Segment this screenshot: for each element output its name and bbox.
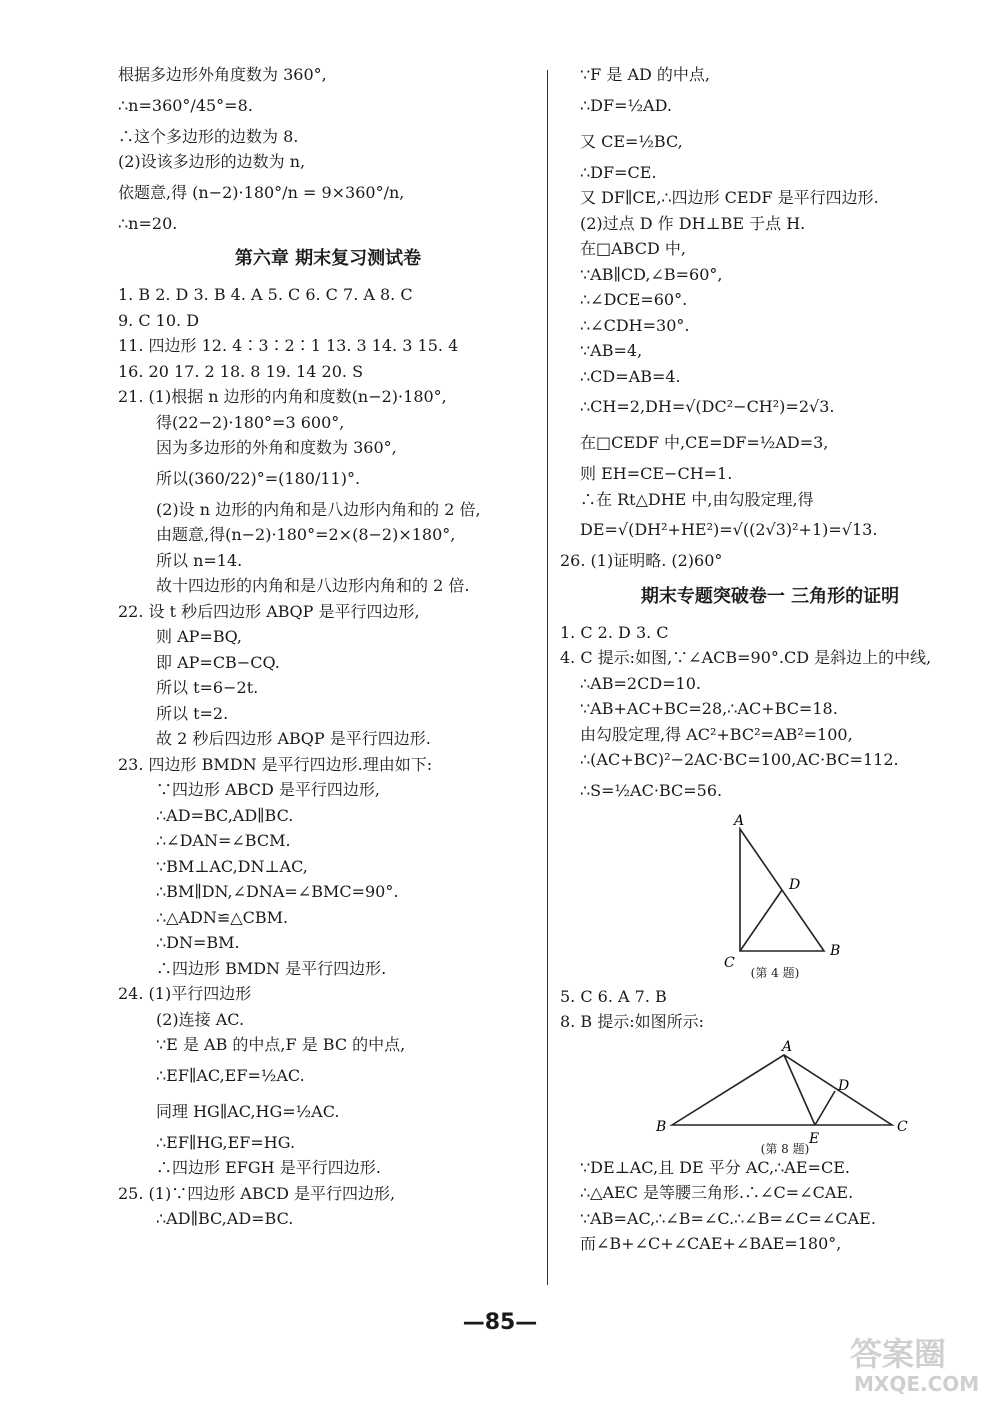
right-column bbox=[560, 62, 980, 1257]
watermark-text: 答案圈 bbox=[850, 1335, 947, 1373]
text-line: ∴n=20. bbox=[118, 213, 178, 233]
text-line: (2)过点 D 作 DH⊥BE 于点 H. bbox=[580, 213, 806, 233]
text-line: 24. (1)平行四边形 bbox=[118, 984, 252, 1003]
text-line: 故十四边形的内角和是八边形内角和的 2 倍. bbox=[156, 576, 470, 595]
figure-8-diagram bbox=[560, 1035, 980, 1155]
figure-8 bbox=[560, 1035, 980, 1155]
text-line: ∴DN=BM. bbox=[156, 933, 240, 952]
text-line: 16. 20 17. 2 18. 8 19. 14 20. S bbox=[118, 361, 364, 381]
text-line: ∴DF=½AD. bbox=[580, 95, 672, 115]
page-number: —85— bbox=[462, 1310, 538, 1335]
text-line: ∴BM∥DN,∠DNA=∠BMC=90°. bbox=[156, 882, 399, 901]
figure-8-caption: (第 8 题) bbox=[760, 1141, 810, 1156]
text-line: 9. C 10. D bbox=[118, 310, 200, 330]
text-line: 5. C 6. A 7. B bbox=[560, 986, 667, 1006]
text-line: 8. B 提示:如图所示: bbox=[560, 1012, 704, 1031]
text-line: ∵AB∥CD,∠B=60°, bbox=[580, 264, 723, 284]
text-line: ∵四边形 ABCD 是平行四边形, bbox=[156, 780, 380, 799]
text-line: (2)设 n 边形的内角和是八边形内角和的 2 倍, bbox=[156, 499, 481, 519]
text-line: 所以(360/22)°=(180/11)°. bbox=[156, 468, 361, 488]
text-line: ∴四边形 BMDN 是平行四边形. bbox=[156, 958, 387, 978]
text-line: ∴∠CDH=30°. bbox=[580, 315, 690, 335]
text-line: ∴(AC+BC)²−2AC·BC=100,AC·BC=112. bbox=[580, 750, 899, 769]
text-line: 26. (1)证明略. (2)60° bbox=[560, 551, 723, 570]
text-line: 又 CE=½BC, bbox=[580, 131, 683, 151]
text-line: 4. C 提示:如图,∵∠ACB=90°.CD 是斜边上的中线, bbox=[560, 648, 932, 667]
text-line: 在□ABCD 中, bbox=[580, 239, 686, 258]
text-line: 所以 t=6−2t. bbox=[156, 678, 259, 697]
text-line: 25. (1)∵四边形 ABCD 是平行四边形, bbox=[118, 1183, 396, 1203]
text-line: 在□CEDF 中,CE=DF=½AD=3, bbox=[580, 433, 829, 452]
text-line: ∴∠DAN=∠BCM. bbox=[156, 831, 291, 850]
fig8-label-C: C bbox=[897, 1118, 908, 1135]
text-line: 故 2 秒后四边形 ABQP 是平行四边形. bbox=[156, 729, 431, 748]
text-line: ∵E 是 AB 的中点,F 是 BC 的中点, bbox=[156, 1035, 406, 1054]
text-line: ∴EF∥AC,EF=½AC. bbox=[156, 1065, 305, 1085]
text-line: 1. C 2. D 3. C bbox=[560, 622, 669, 642]
text-line: 根据多边形外角度数为 360°, bbox=[118, 65, 327, 84]
text-line: (2)设该多边形的边数为 n, bbox=[118, 152, 306, 171]
text-line: ∵AB=4, bbox=[580, 341, 643, 360]
figure-4-diagram bbox=[560, 809, 980, 984]
text-line: 11. 四边形 12. 4∶3∶2∶1 13. 3 14. 3 15. 4 bbox=[118, 336, 459, 355]
text-line: ∴EF∥HG,EF=HG. bbox=[156, 1132, 296, 1152]
section-heading: 第六章 期末复习测试卷 bbox=[234, 248, 422, 269]
fig4-label-B: B bbox=[830, 942, 841, 959]
fig4-label-D: D bbox=[789, 876, 801, 893]
text-line: 1. B 2. D 3. B 4. A 5. C 6. C 7. A 8. C bbox=[118, 285, 413, 304]
text-line: 即 AP=CB−CQ. bbox=[156, 652, 280, 672]
text-line: ∵F 是 AD 的中点, bbox=[580, 65, 711, 84]
fig8-label-D: D bbox=[838, 1077, 850, 1094]
text-line: 同理 HG∥AC,HG=½AC. bbox=[156, 1101, 340, 1121]
text-line: ∴S=½AC·BC=56. bbox=[580, 780, 723, 800]
text-line: ∴AD∥BC,AD=BC. bbox=[156, 1209, 294, 1228]
text-line: ∴这个多边形的边数为 8. bbox=[118, 126, 299, 146]
text-line: 由勾股定理,得 AC²+BC²=AB²=100, bbox=[580, 724, 853, 744]
text-line: ∵BM⊥AC,DN⊥AC, bbox=[156, 856, 308, 876]
text-line: 21. (1)根据 n 边形的内角和度数(n−2)·180°, bbox=[118, 387, 447, 406]
text-line: ∴DF=CE. bbox=[580, 162, 657, 182]
text-line: DE=√(DH²+HE²)=√((2√3)²+1)=√13. bbox=[580, 520, 878, 539]
text-line: ∴n=360°/45°=8. bbox=[118, 95, 253, 115]
text-line: 而∠B+∠C+∠CAE+∠BAE=180°, bbox=[580, 1234, 842, 1253]
text-line: ∴△AEC 是等腰三角形.∴∠C=∠CAE. bbox=[580, 1183, 854, 1202]
fig4-label-C: C bbox=[724, 954, 735, 971]
fig8-label-A: A bbox=[782, 1038, 793, 1055]
text-line: ∴∠DCE=60°. bbox=[580, 290, 688, 309]
text-line: 依题意,得 (n−2)·180°/n = 9×360°/n, bbox=[118, 182, 405, 202]
fig8-label-E: E bbox=[809, 1130, 820, 1147]
text-line: 得(22−2)·180°=3 600°, bbox=[156, 412, 345, 432]
text-line: 23. 四边形 BMDN 是平行四边形.理由如下: bbox=[118, 754, 433, 774]
text-line: 又 DF∥CE,∴四边形 CEDF 是平行四边形. bbox=[580, 188, 879, 207]
left-column bbox=[118, 62, 538, 1232]
text-line: ∵AB=AC,∴∠B=∠C.∴∠B=∠C=∠CAE. bbox=[580, 1208, 876, 1228]
text-line: 所以 n=14. bbox=[156, 550, 243, 570]
watermark-logo bbox=[842, 1325, 992, 1400]
text-line: ∴四边形 EFGH 是平行四边形. bbox=[156, 1158, 381, 1177]
text-line: 所以 t=2. bbox=[156, 703, 229, 723]
text-line: ∴AD=BC,AD∥BC. bbox=[156, 805, 294, 825]
column-divider bbox=[547, 70, 548, 1285]
text-line: 则 EH=CE−CH=1. bbox=[580, 464, 733, 483]
text-line: ∵AB+AC+BC=28,∴AC+BC=18. bbox=[580, 699, 838, 718]
figure-4-caption: (第 4 题) bbox=[750, 965, 800, 980]
text-line: ∴△ADN≌△CBM. bbox=[156, 907, 289, 927]
text-line: ∵DE⊥AC,且 DE 平分 AC,∴AE=CE. bbox=[580, 1157, 850, 1177]
watermark-url: MXQE.COM bbox=[854, 1372, 980, 1396]
section-heading: 期末专题突破卷一 三角形的证明 bbox=[640, 585, 900, 607]
text-line: ∴AB=2CD=10. bbox=[580, 673, 701, 693]
text-line: 则 AP=BQ, bbox=[156, 627, 242, 646]
figure-4 bbox=[560, 809, 980, 984]
text-line: 由题意,得(n−2)·180°=2×(8−2)×180°, bbox=[156, 525, 456, 544]
text-line: 因为多边形的外角和度数为 360°, bbox=[156, 438, 397, 457]
text-line: (2)连接 AC. bbox=[156, 1009, 245, 1029]
text-line: 22. 设 t 秒后四边形 ABQP 是平行四边形, bbox=[118, 601, 420, 621]
fig8-label-B: B bbox=[656, 1118, 667, 1135]
text-line: ∴CD=AB=4. bbox=[580, 366, 681, 386]
text-line: ∴在 Rt△DHE 中,由勾股定理,得 bbox=[580, 489, 814, 509]
text-line: ∴CH=2,DH=√(DC²−CH²)=2√3. bbox=[580, 397, 835, 416]
fig4-label-A: A bbox=[734, 812, 745, 829]
